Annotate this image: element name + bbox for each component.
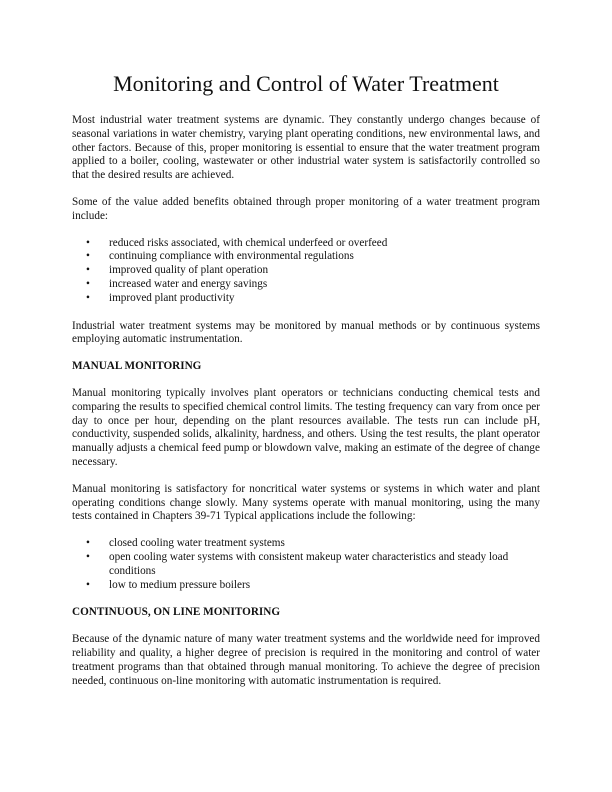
list-item-text: closed cooling water treatment systems	[109, 537, 285, 550]
list-item	[72, 579, 540, 593]
bullet-icon: •	[86, 291, 90, 304]
manual-applications-list	[72, 537, 540, 592]
bullet-icon: •	[86, 236, 90, 249]
manual-monitoring-heading: MANUAL MONITORING	[72, 360, 202, 373]
list-item	[72, 537, 540, 551]
bullet-icon: •	[86, 550, 90, 563]
list-item	[72, 250, 540, 264]
continuous-monitoring-heading: CONTINUOUS, ON LINE MONITORING	[72, 606, 281, 619]
list-item-text: open cooling water systems with consistent makeup water characteristics and steady load conditions	[109, 550, 509, 577]
bullet-icon: •	[86, 250, 90, 263]
list-item-text: improved plant productivity	[109, 291, 235, 304]
manual-paragraph-2: Manual monitoring is satisfactory for noncritical water systems or systems in which water and plant operating conditions change slowly. Many systems operate with manual monitoring, using the many tests contained in Chapters 39-71 Typical applications include the following:	[72, 482, 540, 523]
list-item	[72, 292, 540, 306]
list-item-text: low to medium pressure boilers	[109, 578, 251, 591]
page-title: Monitoring and Control of Water Treatment	[113, 71, 499, 96]
bullet-icon: •	[86, 277, 90, 290]
bullet-icon: •	[86, 264, 90, 277]
benefits-list	[72, 237, 540, 306]
list-item-text: improved quality of plant operation	[109, 264, 269, 277]
list-item	[72, 264, 540, 278]
benefits-intro-paragraph: Some of the value added benefits obtained through proper monitoring of a water treatment program include:	[72, 195, 540, 222]
list-item-text: reduced risks associated, with chemical underfeed or overfeed	[109, 236, 388, 249]
intro-paragraph: Most industrial water treatment systems are dynamic. They constantly undergo changes because of seasonal variations in water chemistry, varying plant operating conditions, new environmental laws, and other factors. Because of this, proper monitoring is essential to ensure that the water treatment program applied to a boiler, cooling, wastewater or other industrial water system is satisfactorily controlled so that the desired results are achieved.	[72, 114, 540, 182]
list-item	[72, 237, 540, 251]
list-item	[72, 551, 540, 579]
list-item-text: increased water and energy savings	[109, 277, 268, 290]
bullet-icon: •	[86, 537, 90, 550]
methods-paragraph: Industrial water treatment systems may be monitored by manual methods or by continuous systems employing automatic instrumentation.	[72, 319, 540, 346]
continuous-paragraph: Because of the dynamic nature of many water treatment systems and the worldwide need for improved reliability and quality, a higher degree of precision is required in the monitoring and control of water treatment programs than that obtained through manual monitoring. To achieve the degree of precision needed, continuous on-line monitoring with automatic instrumentation is required.	[72, 633, 540, 687]
list-item-text: continuing compliance with environmental regulations	[109, 250, 354, 263]
bullet-icon: •	[86, 578, 90, 591]
list-item	[72, 278, 540, 292]
manual-paragraph-1: Manual monitoring typically involves plant operators or technicians conducting chemical tests and comparing the results to specified chemical control limits. The testing frequency can vary from once per day to once per hour, depending on the plant resources available. The tests run can include pH, conductivity, suspended solids, alkalinity, hardness, and others. Using the test results, the plant operator manually adjusts a chemical feed pump or blowdown valve, making an estimate of the degree of change necessary.	[72, 386, 540, 468]
